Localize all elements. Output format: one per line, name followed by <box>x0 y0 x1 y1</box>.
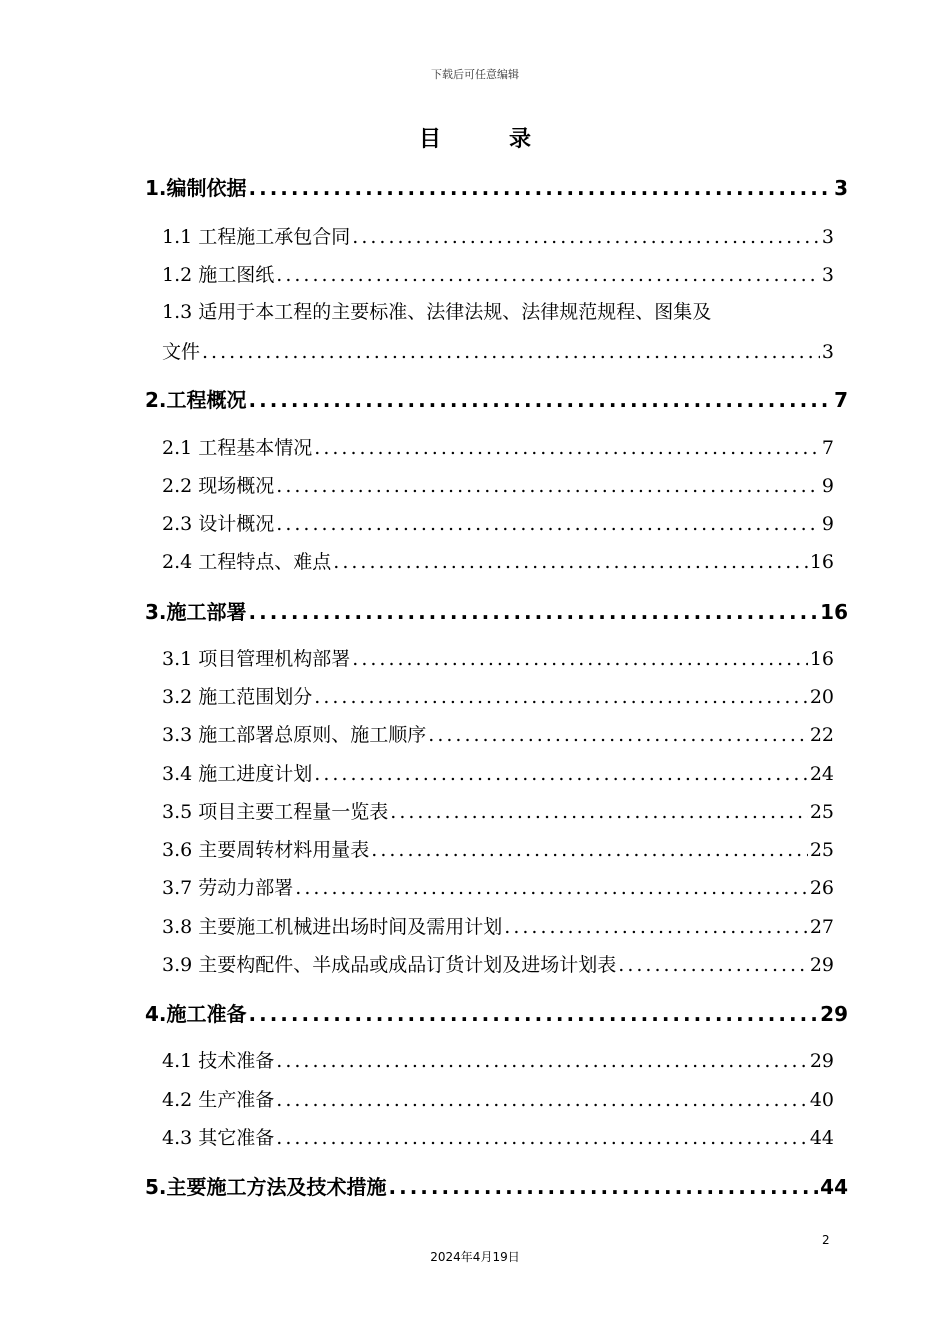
toc-entry-page: 25 <box>809 839 834 861</box>
toc-entry-num: 1. <box>145 176 167 200</box>
toc-entry-1-3-line-1[interactable] <box>162 297 834 324</box>
toc-entry-num: 3.8 <box>162 916 193 938</box>
toc-leader <box>276 475 820 497</box>
toc-entry-1-2[interactable] <box>162 260 834 287</box>
toc-entry-3-3[interactable] <box>162 720 834 747</box>
toc-entry-2[interactable] <box>145 384 848 413</box>
toc-entry-num: 3.2 <box>162 686 193 708</box>
toc-entry-num: 4.2 <box>162 1089 193 1111</box>
toc-entry-3-2[interactable] <box>162 682 834 709</box>
toc-leader <box>314 763 808 785</box>
toc-entry-page: 3 <box>834 176 848 200</box>
toc-entry-num: 3. <box>145 600 167 624</box>
toc-entry-text: 技术准备 <box>198 1050 275 1072</box>
toc-entry-text: 其它准备 <box>198 1127 275 1149</box>
toc-entry-num: 5. <box>145 1175 167 1199</box>
toc-entry-text: 工程基本情况 <box>198 437 313 459</box>
toc-entry-page: 9 <box>821 475 834 497</box>
toc-leader <box>428 724 808 746</box>
toc-leader <box>276 1127 808 1149</box>
toc-leader <box>276 1089 808 1111</box>
toc-entry-page: 20 <box>809 686 834 708</box>
toc-entry-text: 现场概况 <box>198 475 275 497</box>
toc-entry-num: 1.2 <box>162 264 193 286</box>
toc-leader <box>249 176 833 200</box>
toc-entry-num: 3.1 <box>162 648 193 670</box>
page-number: 2 <box>822 1233 830 1247</box>
toc-entry-text: 项目管理机构部署 <box>198 648 351 670</box>
toc-entry-text: 施工准备 <box>166 1002 247 1026</box>
toc-entry-3-6[interactable] <box>162 835 834 862</box>
toc-entry-2-4[interactable] <box>162 547 834 574</box>
toc-entry-text: 主要构配件、半成品或成品订货计划及进场计划表 <box>198 954 617 976</box>
toc-leader <box>352 226 820 248</box>
toc-entry-3-1[interactable] <box>162 644 834 671</box>
toc-leader <box>276 264 820 286</box>
toc-entry-page: 3 <box>821 226 834 248</box>
toc-entry-5[interactable] <box>145 1171 848 1200</box>
toc-entry-num: 3.6 <box>162 839 193 861</box>
toc-entry-num: 2.1 <box>162 437 193 459</box>
toc-entry-text: 工程特点、难点 <box>198 551 332 573</box>
toc-title-char-2: 录 <box>509 127 532 152</box>
toc-entry-num: 3.4 <box>162 763 193 785</box>
toc-entry-page: 16 <box>809 551 834 573</box>
toc-leader <box>618 954 808 976</box>
toc-entry-page: 27 <box>809 916 834 938</box>
toc-entry-num: 3.9 <box>162 954 193 976</box>
toc-entry-num: 3.3 <box>162 724 193 746</box>
toc-entry-page: 16 <box>809 648 834 670</box>
toc-entry-page: 44 <box>809 1127 834 1149</box>
toc-entry-text: 工程概况 <box>166 388 247 412</box>
toc-entry-text-cont: 文件 <box>162 341 201 363</box>
toc-leader <box>504 916 808 938</box>
toc-entry-2-2[interactable] <box>162 471 834 498</box>
toc-entry-num: 2.4 <box>162 551 193 573</box>
toc-leader <box>249 1002 819 1026</box>
toc-entry-1-3-line-2[interactable] <box>162 337 834 364</box>
toc-entry-num: 2. <box>145 388 167 412</box>
toc-entry-num: 3.5 <box>162 801 193 823</box>
toc-entry-num: 4. <box>145 1002 167 1026</box>
toc-entry-3-8[interactable] <box>162 912 834 939</box>
toc-entry-text: 劳动力部署 <box>198 877 294 899</box>
toc-entry-text: 主要施工方法及技术措施 <box>166 1175 387 1199</box>
toc-entry-page: 7 <box>821 437 834 459</box>
toc-entry-page: 26 <box>809 877 834 899</box>
toc-leader <box>295 877 808 899</box>
toc-leader <box>314 686 808 708</box>
page-header: 下载后可任意编辑 <box>431 68 519 81</box>
toc-entry-3-9[interactable] <box>162 950 834 977</box>
toc-leader <box>249 600 819 624</box>
toc-entry-2-1[interactable] <box>162 433 834 460</box>
toc-entry-text: 施工图纸 <box>198 264 275 286</box>
toc-leader <box>389 1175 819 1199</box>
toc-leader <box>352 648 808 670</box>
toc-entry-page: 29 <box>809 954 834 976</box>
toc-entry-3-4[interactable] <box>162 759 834 786</box>
toc-entry-text: 适用于本工程的主要标准、法律法规、法律规范规程、图集及 <box>198 301 712 323</box>
toc-title <box>0 122 950 153</box>
toc-entry-page: 25 <box>809 801 834 823</box>
toc-entry-text: 编制依据 <box>166 176 247 200</box>
toc-entry-4-2[interactable] <box>162 1085 834 1112</box>
toc-leader <box>276 1050 808 1072</box>
toc-entry-num: 4.1 <box>162 1050 193 1072</box>
toc-leader <box>202 341 820 363</box>
toc-entry-page: 3 <box>821 264 834 286</box>
toc-entry-3[interactable] <box>145 596 848 625</box>
toc-entry-num: 1.1 <box>162 226 193 248</box>
toc-entry-page: 29 <box>809 1050 834 1072</box>
toc-entry-num: 1.3 <box>162 301 193 323</box>
toc-entry-page: 7 <box>834 388 848 412</box>
toc-entry-page: 24 <box>809 763 834 785</box>
toc-entry-page: 9 <box>821 513 834 535</box>
toc-leader <box>390 801 808 823</box>
toc-entry-text: 生产准备 <box>198 1089 275 1111</box>
toc-entry-1[interactable] <box>145 172 848 201</box>
toc-entry-text: 项目主要工程量一览表 <box>198 801 389 823</box>
toc-entry-4-3[interactable] <box>162 1123 834 1150</box>
toc-entry-text: 施工部署 <box>166 600 247 624</box>
toc-entry-text: 设计概况 <box>198 513 275 535</box>
toc-entry-num: 4.3 <box>162 1127 193 1149</box>
toc-entry-text: 主要周转材料用量表 <box>198 839 370 861</box>
toc-entry-num: 2.3 <box>162 513 193 535</box>
toc-leader <box>333 551 808 573</box>
toc-entry-text: 工程施工承包合同 <box>198 226 351 248</box>
toc-entry-page: 40 <box>809 1089 834 1111</box>
toc-entry-1-1[interactable] <box>162 222 834 249</box>
toc-entry-num: 3.7 <box>162 877 193 899</box>
toc-entry-2-3[interactable] <box>162 509 834 536</box>
toc-leader <box>371 839 808 861</box>
toc-leader <box>314 437 820 459</box>
toc-leader <box>276 513 820 535</box>
toc-entry-4[interactable] <box>145 998 848 1027</box>
toc-entry-page: 16 <box>820 600 848 624</box>
toc-entry-text: 施工部署总原则、施工顺序 <box>198 724 427 746</box>
toc-entry-page: 29 <box>820 1002 848 1026</box>
page-footer-date: 2024年4月19日 <box>430 1250 520 1264</box>
toc-entry-4-1[interactable] <box>162 1046 834 1073</box>
toc-entry-text: 施工进度计划 <box>198 763 313 785</box>
toc-entry-3-7[interactable] <box>162 873 834 900</box>
toc-entry-page: 22 <box>809 724 834 746</box>
toc-entry-text: 施工范围划分 <box>198 686 313 708</box>
toc-entry-3-5[interactable] <box>162 797 834 824</box>
toc-entry-text: 主要施工机械进出场时间及需用计划 <box>198 916 503 938</box>
toc-title-char-1: 目 <box>418 127 441 152</box>
toc-entry-page: 3 <box>821 341 834 363</box>
toc-entry-num: 2.2 <box>162 475 193 497</box>
toc-leader <box>249 388 833 412</box>
toc-entry-page: 44 <box>820 1175 848 1199</box>
